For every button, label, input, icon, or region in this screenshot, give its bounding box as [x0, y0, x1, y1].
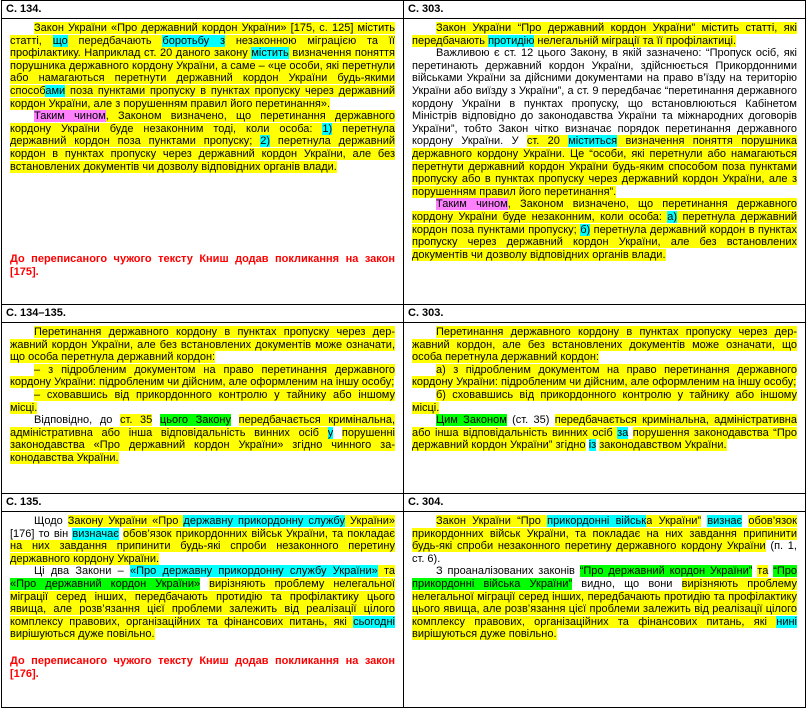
row-header: [2, 305, 806, 323]
paragraph: Таким чином, Законом визначено, що перетинання державного кордону України буде незаконним, коли особа: а) перетнула державний кордон поза пунктами пропуску; б) перетнула державний кордон в пунктах пропуску через державний кордон України, але без встановлених документів чи дозволу відповідних органів влади.: [412, 198, 797, 261]
left-text-cell: [2, 323, 404, 494]
row-content: [2, 323, 806, 494]
left-text-cell: [2, 19, 404, 305]
paragraph: Таким чином, Законом визначено, що перетинання державного кордону України буде незаконним тоді, коли особа: 1) перетнула державний кордон поза пунктами пропуску; 2) перетнула державний кордон в пунктах пропуску через державний кордон України, але без встановлених документів чи дозволу відповідних органів влади.: [10, 110, 395, 173]
paragraph: Ці два Закони – «Про державну прикордонну службу України» та «Про державний кордон України» вирізняють проблему нелегальної міграції серед інших, передбачають протидію та профілактику цього явища, але розв’язання цієї проблеми залежить від реалізації цілого комплексу правових, організаційних та фінансових питань, які сьогодні вирішуються дуже повільно.: [10, 565, 396, 641]
left-text-cell: [2, 512, 404, 708]
paragraph: Цим Законом (ст. 35) передбачається кримінальна, адміністративна або інша відповідальність винних осіб за порушення законодавства “Про державний кордон України” згідно із законодавством України.: [412, 414, 797, 452]
right-text-cell: [404, 19, 806, 305]
right-page-ref: С. 303.: [404, 305, 806, 323]
row-content: [2, 19, 806, 305]
row-header: [2, 494, 806, 512]
left-page-ref: С. 135.: [2, 494, 404, 512]
list-item: – з підробленим документом на право перетинання державного кордону України: підробленим чи дійсним, але оформленим на іншу особу;: [10, 363, 395, 389]
list-item: а) з підробленим документом на право перетинання державного кордону України: підробленим чи дійсним, але оформленим на іншу особу;: [412, 363, 797, 389]
list-item: – сховавшись від прикордонного контролю у тайнику або іншому місці.: [10, 388, 395, 414]
row-content: [2, 512, 806, 708]
right-page-ref: С. 303.: [404, 1, 806, 19]
right-text-cell: [404, 512, 806, 708]
right-page-ref: С. 304.: [404, 494, 806, 512]
author-note: До переписаного чужого тексту Книш додав покликання на закон [175].: [10, 253, 395, 278]
author-note: До переписаного чужого тексту Книш додав покликання на закон [176].: [10, 654, 395, 680]
left-page-ref: С. 134.: [2, 1, 404, 19]
list-item: б) сховавшись від прикордонного контролю у тайнику або іншому місці.: [412, 388, 797, 414]
comparison-table: [1, 0, 806, 708]
paragraph: Закон України “Про державний кордон України” містить статті, які передбачають протидію нелегальній міграції та її профілактиці.: [412, 22, 797, 47]
paragraph: Закон України «Про державний кордон України» [175, с. 125] містить статті, що передбачають боротьбу з незаконною міграцією та її профілактику. Наприклад ст. 20 даного закону містить визначення поняття порушника державного кордону України, а саме – «це особи, які перетнули або намагаються перетнути державний кордон України будь-якими способами поза пунктами пропуску в пунктах пропуску через державний кордон України, але з порушенням правил його перетинання».: [10, 22, 396, 110]
left-page-ref: С. 134–135.: [2, 305, 404, 323]
right-text-cell: [404, 323, 806, 494]
paragraph: Перетинання державного кордону в пунктах пропуску через державний кордон, але без встановлених документів може означати, що особа перетнула державний кордон:: [412, 326, 797, 364]
row-header: [2, 1, 806, 19]
paragraph: Важливою є ст. 12 цього Закону, в якій зазначено: “Пропуск осіб, які перетинають державний кордон України, здійснюється Прикордонними військами України за дійсними документами на право в’їзду на територію України або виїзду з України”, а ст. 9 передбачає “перетинання державного кордону України в пунктах пропуску, що встановлюються Кабінетом Міністрів відповідно до законодавства України та міжнародних договорів України”, тобто Закон чітко визначає порядок перетинання державного кордону України. У ст. 20 міститься визначення поняття порушника державного кордону України. Це “особи, які перетнули або намагаються перетнути державний кордон України будь-яким способом поза пунктами пропуску або в пунктах пропуску через державний кордон України, але з порушенням правил його перетинання”.: [412, 47, 797, 198]
paragraph: З проаналізованих законів “Про державний кордон України” та “Про прикордонні війська України” видно, що вони вирізняють проблему нелегальної міграції серед інших, передбачають протидію та профілактику цього явища, але розв’язання цієї проблеми залежить від реалізації цілого комплексу правових, організаційних та фінансових питань, які нині вирішуються дуже повільно.: [412, 565, 798, 641]
paragraph: Відповідно, до ст. 35 цього Закону передбачається кримінальна, адміністративна або інша відповідальність винних осіб у порушенні законодавства «Про державний кордон України» згідно чинного законодавства України.: [10, 414, 396, 464]
paragraph: Закон України “Про прикордонні війська України” визнає обов’язок прикордонних військ України, та покладає на них завдання припинити будь-які спроби незаконного перетину державного кордону України (п. 1, ст. 6).: [412, 515, 797, 565]
paragraph: Щодо Закону України «Про державну прикордонну службу України» [176] то він визначає обов’язок прикордонних військ України, та покладає на них завдання припинити будь-які спроби незаконного перетину державного кордону України.: [10, 515, 395, 565]
paragraph: Перетинання державного кордону в пунктах пропуску через державний кордон України, але без встановлених документів може означати, що особа перетнула державний кордон:: [10, 326, 395, 364]
